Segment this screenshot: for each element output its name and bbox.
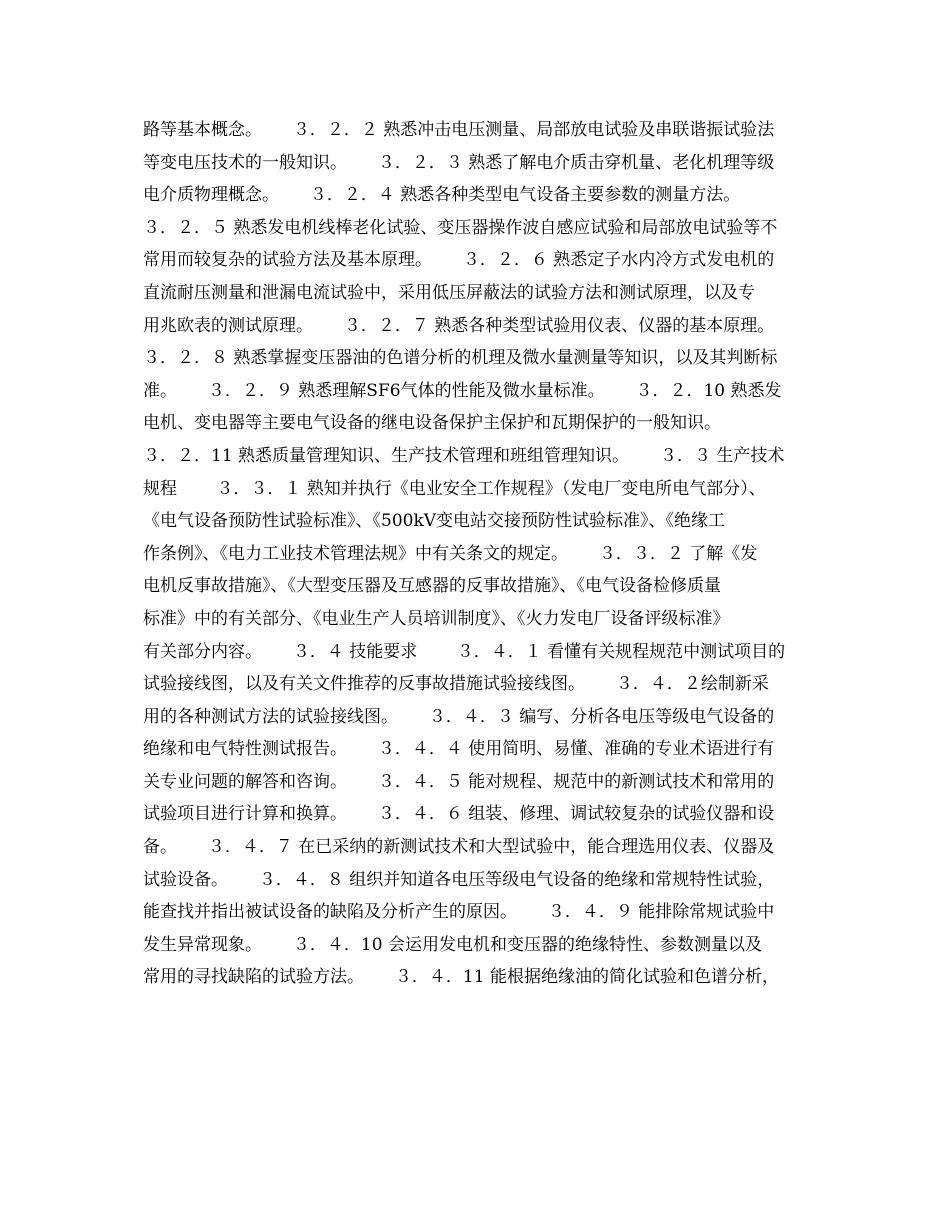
text-line: 常用的寻找缺陷的试验方法。 ３．４．11 能根据绝缘油的简化试验和色谱分析， bbox=[143, 967, 779, 988]
text-line: 规程 ３．３．１ 熟知并执行《电业安全工作规程》（发电厂变电所电气部分）、 bbox=[143, 478, 766, 499]
text-line: 等变电压技术的一般知识。 ３．２．３ 熟悉了解电介质击穿机量、老化机理等级 bbox=[143, 152, 775, 173]
text-line: ３．２．８ 熟悉掌握变压器油的色谱分析的机理及微水量测量等知识，以及其判断标 bbox=[143, 348, 778, 369]
text-line: ３．２．５ 熟悉发电机线棒老化试验、变压器操作波自感应试验和局部放电试验等不 bbox=[143, 217, 778, 238]
text-line: 电机、变电器等主要电气设备的继电设备保护主保护和瓦期保护的一般知识。 bbox=[143, 413, 721, 434]
text-line: 关专业问题的解答和咨询。 ３．４．５ 能对规程、规范中的新测试技术和常用的 bbox=[143, 771, 775, 792]
text-line: 试验项目进行计算和换算。 ３．４．６ 组装、修理、调试较复杂的试验仪器和设 bbox=[143, 804, 775, 825]
text-line: 能查找并指出被试设备的缺陷及分析产生的原因。 ３．４．９ 能排除常规试验中 bbox=[143, 902, 775, 923]
text-line: 准。 ３．２．９ 熟悉理解SF6气体的性能及微水量标准。 ３．２．10 熟悉发 bbox=[143, 380, 782, 401]
text-line: 备。 ３．４．７ 在已采纳的新测试技术和大型试验中，能合理选用仪表、仪器及 bbox=[143, 837, 775, 858]
text-line: 电介质物理概念。 ３．２．４ 熟悉各种类型电气设备主要参数的测量方法。 bbox=[143, 185, 741, 206]
text-line: 试验设备。 ３．４．８ 组织并知道各电压等级电气设备的绝缘和常规特性试验， bbox=[143, 869, 775, 890]
text-line: 常用而较复杂的试验方法及基本原理。 ３．２．６ 熟悉定子水内冷方式发电机的 bbox=[143, 250, 775, 271]
body-text bbox=[143, 114, 823, 994]
text-line: 发生异常现象。 ３．４．10 会运用发电机和变压器的绝缘特性、参数测量以及 bbox=[143, 934, 762, 955]
text-line: 直流耐压测量和泄漏电流试验中，采用低压屏蔽法的试验方法和测试原理，以及专 bbox=[143, 282, 755, 303]
text-line: ３．２．11 熟悉质量管理知识、生产技术管理和班组管理知识。 ３．３ 生产技术 bbox=[143, 445, 785, 466]
text-line: 路等基本概念。 ３．２．２ 熟悉冲击电压测量、局部放电试验及串联谐振试验法 bbox=[143, 120, 775, 140]
text-line: 标准》中的有关部分、《电业生产人员培训制度》、《火力发电厂设备评级标准》 bbox=[143, 608, 730, 629]
text-line: 试验接线图，以及有关文件推荐的反事故措施试验接线图。 ３．４．２绘制新采 bbox=[143, 674, 769, 695]
text-line: 《电气设备预防性试验标准》、《500kV变电站交接预防性试验标准》、《绝缘工 bbox=[143, 511, 726, 532]
text-line: 电机反事故措施》、《大型变压器及互感器的反事故措施》、《电气设备检修质量 bbox=[143, 576, 721, 597]
text-line: 作条例》、《电力工业技术管理法规》中有关条文的规定。 ３．３．２ 了解《发 bbox=[143, 543, 758, 564]
text-line: 绝缘和电气特性测试报告。 ３．４．４ 使用简明、易懂、准确的专业术语进行有 bbox=[143, 739, 775, 760]
text-line: 用的各种测试方法的试验接线图。 ３．４．３ 编写、分析各电压等级电气设备的 bbox=[143, 706, 775, 727]
text-line: 有关部分内容。 ３．４ 技能要求 ３．４．１ 看懂有关规程规范中测试项目的 bbox=[143, 641, 786, 662]
text-line: 用兆欧表的测试原理。 ３．２．７ 熟悉各种类型试验用仪表、仪器的基本原理。 bbox=[143, 315, 775, 336]
